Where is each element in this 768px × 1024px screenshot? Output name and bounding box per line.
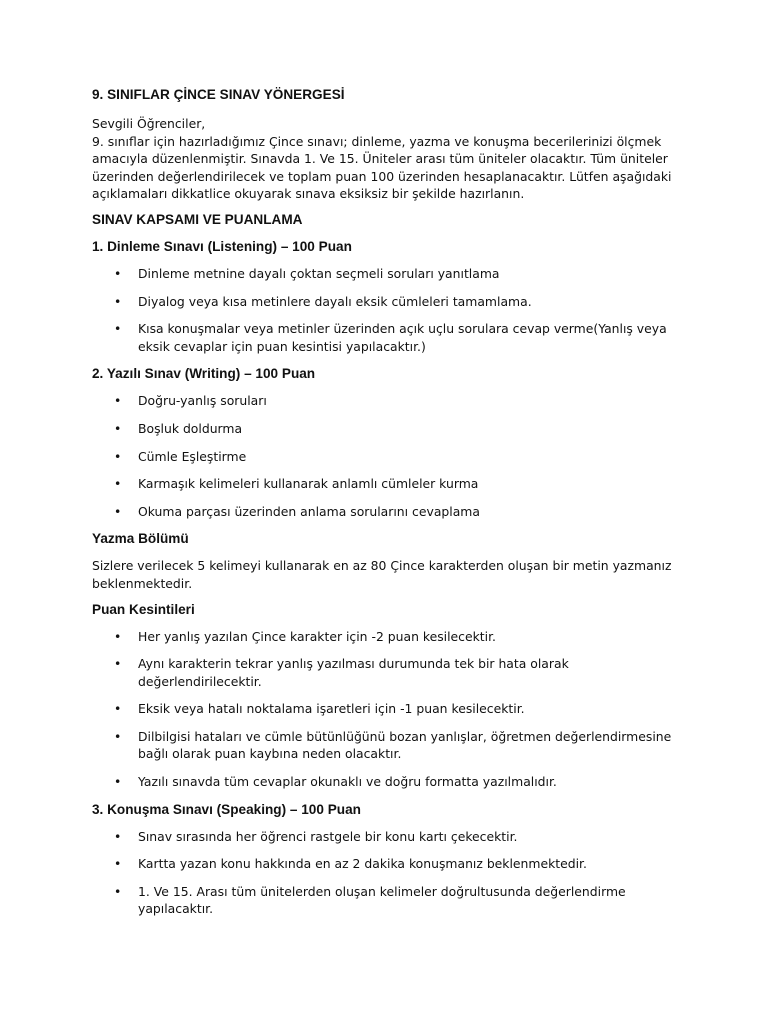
list-item [92, 883, 682, 918]
list-item-text: Dilbilgisi hataları ve cümle bütünlüğünü bozan yanlışlar, öğretmen değerlendirmesine bağlı olarak puan kaybına neden olacaktır. [138, 728, 672, 762]
speaking-heading: 3. Konuşma Sınavı (Speaking) – 100 Puan [92, 801, 361, 817]
list-item [92, 628, 682, 646]
bullet-icon: • [114, 476, 122, 492]
list-item [92, 448, 682, 466]
list-item-text: Her yanlış yazılan Çince karakter için -2 puan kesilecektir. [138, 628, 496, 644]
speaking-list [92, 828, 682, 918]
list-item-text: Doğru-yanlış soruları [138, 393, 267, 409]
list-item [92, 320, 682, 355]
list-item-text: Karmaşık kelimeleri kullanarak anlamlı cümleler kurma [138, 476, 479, 492]
composition-text: Sizlere verilecek 5 kelimeyi kullanarak en az 80 Çince karakterden oluşan bir metin yazmanız beklenmektedir. [92, 558, 672, 591]
intro-block [92, 115, 682, 203]
list-item-text: Kartta yazan konu hakkında en az 2 dakika konuşmanız beklenmektedir. [138, 856, 587, 872]
list-item-text: Sınav sırasında her öğrenci rastgele bir konu kartı çekecektir. [138, 828, 518, 844]
list-item-text: Aynı karakterin tekrar yanlış yazılması durumunda tek bir hata olarak değerlendirilecektir. [138, 656, 569, 689]
list-item-text: Eksik veya hatalı noktalama işaretleri için -1 puan kesilecektir. [138, 701, 525, 717]
list-item [92, 420, 682, 438]
list-item [92, 855, 682, 873]
composition-heading: Yazma Bölümü [92, 531, 189, 547]
writing-heading: 2. Yazılı Sınav (Writing) – 100 Puan [92, 366, 316, 382]
bullet-icon: • [114, 883, 122, 899]
bullet-icon: • [114, 774, 122, 790]
listening-heading: 1. Dinleme Sınavı (Listening) – 100 Puan [92, 238, 352, 254]
list-item-text: Cümle Eşleştirme [138, 448, 247, 464]
bullet-icon: • [114, 728, 122, 744]
bullet-icon: • [114, 448, 122, 464]
list-item-text: Diyalog veya kısa metinlere dayalı eksik cümleleri tamamlama. [138, 293, 532, 309]
list-item [92, 265, 682, 283]
listening-list [92, 265, 682, 355]
list-item [92, 828, 682, 846]
document-title: 9. SINIFLAR ÇİNCE SINAV YÖNERGESİ [92, 87, 345, 102]
bullet-icon: • [114, 321, 122, 337]
list-item-text: Yazılı sınavda tüm cevaplar okunaklı ve doğru formatta yazılmalıdır. [138, 774, 557, 790]
list-item [92, 773, 682, 791]
list-item [92, 503, 682, 521]
list-item-text: Boşluk doldurma [138, 420, 243, 436]
writing-list [92, 392, 682, 520]
deductions-list [92, 628, 682, 791]
bullet-icon: • [114, 503, 122, 519]
bullet-icon: • [114, 628, 122, 644]
bullet-icon: • [114, 656, 122, 672]
list-item-text: Dinleme metnine dayalı çoktan seçmeli soruları yanıtlama [138, 265, 500, 281]
list-item [92, 655, 682, 690]
document-page [92, 86, 682, 928]
list-item [92, 392, 682, 410]
list-item-text: Kısa konuşmalar veya metinler üzerinden açık uçlu sorulara cevap verme(Yanlış veya eksik cevaplar için puan kesintisi yapılacaktır.) [138, 321, 667, 354]
bullet-icon: • [114, 420, 122, 436]
list-item-text: 1. Ve 15. Arası tüm ünitelerden oluşan kelimeler doğrultusunda değerlendirme yapılacaktır. [138, 883, 626, 917]
intro-text: 9. sınıflar için hazırladığımız Çince sınavı; dinleme, yazma ve konuşma becerilerinizi ölçmek amacıyla düzenlenmiştir. Sınavda 1. Ve 15. Üniteler arası tüm üniteler olacaktır. Tüm üniteler üzerinden değerlendirilecek ve toplam puan 100 üzerinden hesaplanacaktır. Lütfen aşağıdaki açıklamaları dikkatlice okuyarak sınava eksiksiz bir şekilde hazırlanın. [92, 133, 672, 202]
bullet-icon: • [114, 393, 122, 409]
bullet-icon: • [114, 293, 122, 309]
list-item [92, 728, 682, 763]
bullet-icon: • [114, 701, 122, 717]
deductions-heading: Puan Kesintileri [92, 601, 195, 617]
list-item [92, 475, 682, 493]
list-item [92, 700, 682, 718]
bullet-icon: • [114, 265, 122, 281]
list-item [92, 293, 682, 311]
greeting: Sevgili Öğrenciler, [92, 116, 206, 131]
list-item-text: Okuma parçası üzerinden anlama sorularını cevaplama [138, 503, 480, 519]
scope-heading: SINAV KAPSAMI VE PUANLAMA [92, 211, 303, 227]
bullet-icon: • [114, 828, 122, 844]
bullet-icon: • [114, 856, 122, 872]
